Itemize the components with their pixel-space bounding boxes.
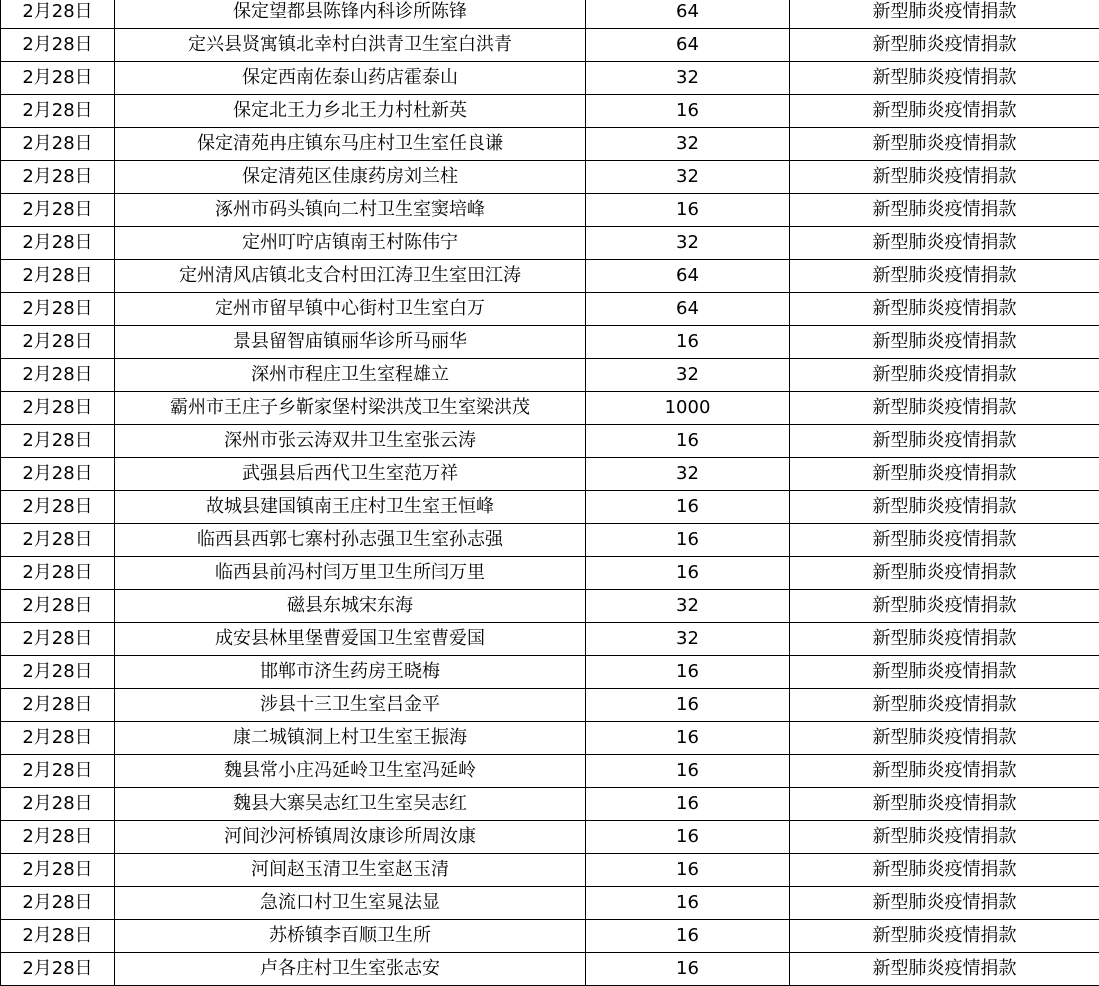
purpose-cell[interactable]: 新型肺炎疫情捐款: [790, 128, 1099, 161]
date-cell[interactable]: 2月28日: [1, 0, 115, 29]
date-cell[interactable]: 2月28日: [1, 161, 115, 194]
donor-cell[interactable]: 深州市程庄卫生室程雄立: [115, 359, 586, 392]
donor-cell[interactable]: 涿州市码头镇向二村卫生室窦培峰: [115, 194, 586, 227]
date-cell[interactable]: 2月28日: [1, 227, 115, 260]
table-row: [1, 0, 1099, 29]
table-row: [1, 557, 1099, 590]
date-cell[interactable]: 2月28日: [1, 95, 115, 128]
table-row: [1, 755, 1099, 788]
amount-cell[interactable]: 16: [586, 95, 790, 128]
purpose-cell[interactable]: 新型肺炎疫情捐款: [790, 425, 1099, 458]
table-row: [1, 359, 1099, 392]
purpose-cell[interactable]: 新型肺炎疫情捐款: [790, 821, 1099, 854]
date-cell[interactable]: 2月28日: [1, 392, 115, 425]
date-cell[interactable]: 2月28日: [1, 821, 115, 854]
amount-cell[interactable]: 16: [586, 689, 790, 722]
donor-cell[interactable]: 保定北王力乡北王力村杜新英: [115, 95, 586, 128]
amount-cell[interactable]: 16: [586, 557, 790, 590]
donor-cell[interactable]: 急流口村卫生室晁法显: [115, 887, 586, 920]
donor-cell[interactable]: 河间沙河桥镇周汝康诊所周汝康: [115, 821, 586, 854]
table-row: [1, 260, 1099, 293]
amount-cell[interactable]: 16: [586, 920, 790, 953]
table-row: [1, 689, 1099, 722]
table-row: [1, 326, 1099, 359]
amount-cell[interactable]: 16: [586, 326, 790, 359]
purpose-cell[interactable]: 新型肺炎疫情捐款: [790, 887, 1099, 920]
purpose-cell[interactable]: 新型肺炎疫情捐款: [790, 293, 1099, 326]
table-row: [1, 95, 1099, 128]
purpose-cell[interactable]: 新型肺炎疫情捐款: [790, 722, 1099, 755]
donor-cell[interactable]: 邯郸市济生药房王晓梅: [115, 656, 586, 689]
purpose-cell[interactable]: 新型肺炎疫情捐款: [790, 755, 1099, 788]
amount-cell[interactable]: 16: [586, 854, 790, 887]
donor-cell[interactable]: 魏县常小庄冯延岭卫生室冯延岭: [115, 755, 586, 788]
amount-cell[interactable]: 64: [586, 293, 790, 326]
table-row: [1, 623, 1099, 656]
purpose-cell[interactable]: 新型肺炎疫情捐款: [790, 62, 1099, 95]
table-row: [1, 953, 1099, 986]
table-row: [1, 227, 1099, 260]
donor-cell[interactable]: 霸州市王庄子乡靳家堡村梁洪茂卫生室梁洪茂: [115, 392, 586, 425]
date-cell[interactable]: 2月28日: [1, 590, 115, 623]
purpose-cell[interactable]: 新型肺炎疫情捐款: [790, 260, 1099, 293]
date-cell[interactable]: 2月28日: [1, 524, 115, 557]
purpose-cell[interactable]: 新型肺炎疫情捐款: [790, 227, 1099, 260]
date-cell[interactable]: 2月28日: [1, 920, 115, 953]
donor-cell[interactable]: 定州叮咛店镇南王村陈伟宁: [115, 227, 586, 260]
amount-cell[interactable]: 32: [586, 128, 790, 161]
table-row: [1, 458, 1099, 491]
donor-cell[interactable]: 河间赵玉清卫生室赵玉清: [115, 854, 586, 887]
table-row: [1, 656, 1099, 689]
table-row: [1, 821, 1099, 854]
date-cell[interactable]: 2月28日: [1, 788, 115, 821]
donor-cell[interactable]: 魏县大寨吴志红卫生室吴志红: [115, 788, 586, 821]
table-row: [1, 854, 1099, 887]
date-cell[interactable]: 2月28日: [1, 326, 115, 359]
purpose-cell[interactable]: 新型肺炎疫情捐款: [790, 854, 1099, 887]
amount-cell[interactable]: 32: [586, 590, 790, 623]
purpose-cell[interactable]: 新型肺炎疫情捐款: [790, 29, 1099, 62]
date-cell[interactable]: 2月28日: [1, 62, 115, 95]
table-row: [1, 194, 1099, 227]
amount-cell[interactable]: 32: [586, 227, 790, 260]
amount-cell[interactable]: 32: [586, 62, 790, 95]
purpose-cell[interactable]: 新型肺炎疫情捐款: [790, 788, 1099, 821]
purpose-cell[interactable]: 新型肺炎疫情捐款: [790, 491, 1099, 524]
date-cell[interactable]: 2月28日: [1, 887, 115, 920]
date-cell[interactable]: 2月28日: [1, 722, 115, 755]
donor-cell[interactable]: 成安县林里堡曹爱国卫生室曹爱国: [115, 623, 586, 656]
amount-cell[interactable]: 16: [586, 722, 790, 755]
table-row: [1, 392, 1099, 425]
date-cell[interactable]: 2月28日: [1, 557, 115, 590]
date-cell[interactable]: 2月28日: [1, 656, 115, 689]
donor-cell[interactable]: 故城县建国镇南王庄村卫生室王恒峰: [115, 491, 586, 524]
amount-cell[interactable]: 32: [586, 623, 790, 656]
donor-cell[interactable]: 临西县西郭七寨村孙志强卫生室孙志强: [115, 524, 586, 557]
purpose-cell[interactable]: 新型肺炎疫情捐款: [790, 623, 1099, 656]
amount-cell[interactable]: 16: [586, 887, 790, 920]
purpose-cell[interactable]: 新型肺炎疫情捐款: [790, 392, 1099, 425]
purpose-cell[interactable]: 新型肺炎疫情捐款: [790, 95, 1099, 128]
donor-cell[interactable]: 景县留智庙镇丽华诊所马丽华: [115, 326, 586, 359]
amount-cell[interactable]: 64: [586, 0, 790, 29]
amount-cell[interactable]: 16: [586, 194, 790, 227]
purpose-cell[interactable]: 新型肺炎疫情捐款: [790, 953, 1099, 986]
donor-cell[interactable]: 磁县东城宋东海: [115, 590, 586, 623]
date-cell[interactable]: 2月28日: [1, 293, 115, 326]
amount-cell[interactable]: 16: [586, 656, 790, 689]
donor-cell[interactable]: 保定西南佐泰山药店霍泰山: [115, 62, 586, 95]
table-row: [1, 920, 1099, 953]
date-cell[interactable]: 2月28日: [1, 755, 115, 788]
date-cell[interactable]: 2月28日: [1, 491, 115, 524]
date-cell[interactable]: 2月28日: [1, 623, 115, 656]
date-cell[interactable]: 2月28日: [1, 458, 115, 491]
donor-cell[interactable]: 深州市张云涛双井卫生室张云涛: [115, 425, 586, 458]
amount-cell[interactable]: 16: [586, 788, 790, 821]
table-row: [1, 62, 1099, 95]
donation-table-body: [1, 0, 1099, 986]
donor-cell[interactable]: 康二城镇洞上村卫生室王振海: [115, 722, 586, 755]
table-row: [1, 722, 1099, 755]
donor-cell[interactable]: 保定望都县陈锋内科诊所陈锋: [115, 0, 586, 29]
amount-cell[interactable]: 16: [586, 953, 790, 986]
date-cell[interactable]: 2月28日: [1, 425, 115, 458]
date-cell[interactable]: 2月28日: [1, 359, 115, 392]
purpose-cell[interactable]: 新型肺炎疫情捐款: [790, 326, 1099, 359]
table-row: [1, 590, 1099, 623]
table-row: [1, 29, 1099, 62]
purpose-cell[interactable]: 新型肺炎疫情捐款: [790, 0, 1099, 29]
table-row: [1, 425, 1099, 458]
purpose-cell[interactable]: 新型肺炎疫情捐款: [790, 689, 1099, 722]
purpose-cell[interactable]: 新型肺炎疫情捐款: [790, 656, 1099, 689]
amount-cell[interactable]: 64: [586, 260, 790, 293]
donor-cell[interactable]: 武强县后西代卫生室范万祥: [115, 458, 586, 491]
amount-cell[interactable]: 16: [586, 821, 790, 854]
table-row: [1, 128, 1099, 161]
date-cell[interactable]: 2月28日: [1, 128, 115, 161]
table-row: [1, 161, 1099, 194]
date-cell[interactable]: 2月28日: [1, 260, 115, 293]
amount-cell[interactable]: 32: [586, 359, 790, 392]
amount-cell[interactable]: 16: [586, 524, 790, 557]
purpose-cell[interactable]: 新型肺炎疫情捐款: [790, 458, 1099, 491]
donor-cell[interactable]: 临西县前冯村闫万里卫生所闫万里: [115, 557, 586, 590]
purpose-cell[interactable]: 新型肺炎疫情捐款: [790, 590, 1099, 623]
date-cell[interactable]: 2月28日: [1, 854, 115, 887]
date-cell[interactable]: 2月28日: [1, 29, 115, 62]
amount-cell[interactable]: 32: [586, 458, 790, 491]
donor-cell[interactable]: 苏桥镇李百顺卫生所: [115, 920, 586, 953]
purpose-cell[interactable]: 新型肺炎疫情捐款: [790, 920, 1099, 953]
amount-cell[interactable]: 1000: [586, 392, 790, 425]
purpose-cell[interactable]: 新型肺炎疫情捐款: [790, 194, 1099, 227]
donor-cell[interactable]: 涉县十三卫生室吕金平: [115, 689, 586, 722]
donor-cell[interactable]: 卢各庄村卫生室张志安: [115, 953, 586, 986]
purpose-cell[interactable]: 新型肺炎疫情捐款: [790, 359, 1099, 392]
purpose-cell[interactable]: 新型肺炎疫情捐款: [790, 524, 1099, 557]
donor-cell[interactable]: 定兴县贤寓镇北幸村白洪青卫生室白洪青: [115, 29, 586, 62]
donor-cell[interactable]: 定州市留早镇中心街村卫生室白万: [115, 293, 586, 326]
amount-cell[interactable]: 64: [586, 29, 790, 62]
table-row: [1, 887, 1099, 920]
date-cell[interactable]: 2月28日: [1, 953, 115, 986]
donor-cell[interactable]: 保定清苑区佳康药房刘兰柱: [115, 161, 586, 194]
date-cell[interactable]: 2月28日: [1, 194, 115, 227]
purpose-cell[interactable]: 新型肺炎疫情捐款: [790, 557, 1099, 590]
donor-cell[interactable]: 保定清苑冉庄镇东马庄村卫生室任良谦: [115, 128, 586, 161]
table-row: [1, 491, 1099, 524]
table-row: [1, 788, 1099, 821]
purpose-cell[interactable]: 新型肺炎疫情捐款: [790, 161, 1099, 194]
amount-cell[interactable]: 16: [586, 491, 790, 524]
table-row: [1, 524, 1099, 557]
amount-cell[interactable]: 16: [586, 425, 790, 458]
amount-cell[interactable]: 16: [586, 755, 790, 788]
donor-cell[interactable]: 定州清风店镇北支合村田江涛卫生室田江涛: [115, 260, 586, 293]
table-row: [1, 293, 1099, 326]
amount-cell[interactable]: 32: [586, 161, 790, 194]
date-cell[interactable]: 2月28日: [1, 689, 115, 722]
